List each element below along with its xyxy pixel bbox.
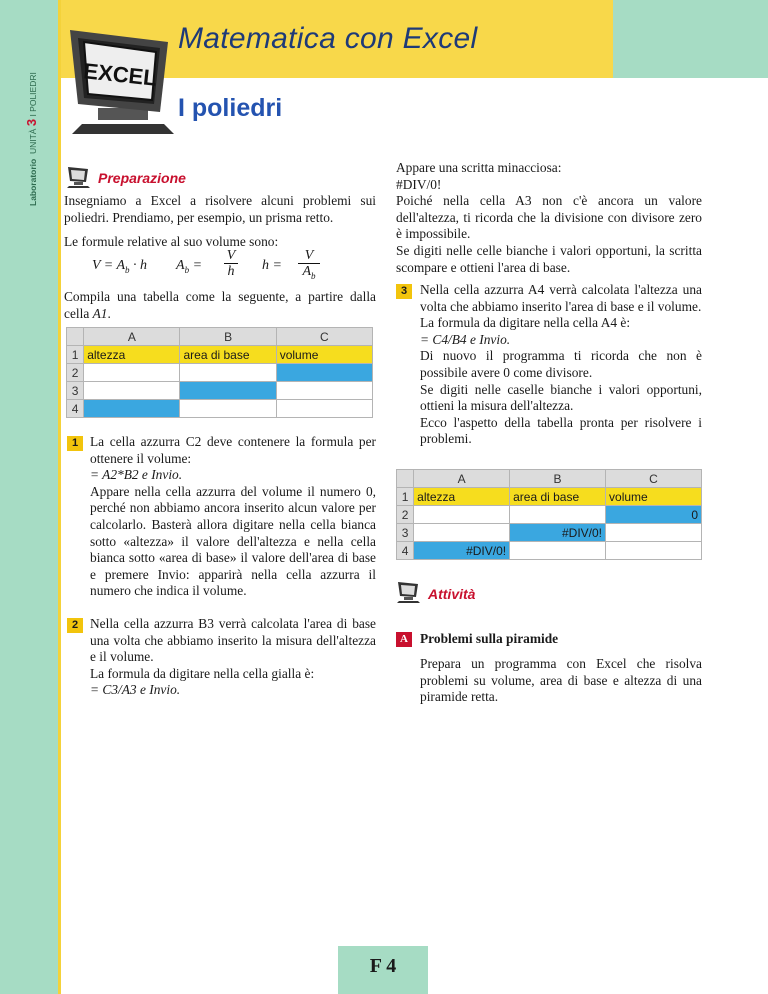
cell-c4[interactable] — [276, 400, 372, 418]
row-header: 2 — [397, 506, 414, 524]
intro-text: Insegniamo a Excel a risolvere alcuni problemi sui poliedri. Prendiamo, per esempio, un prisma retto. — [64, 193, 376, 225]
compile-text: Compila una tabella come la seguente, a partire dalla cella A1. — [64, 289, 376, 321]
row-header: 1 — [67, 346, 84, 364]
cell-a3[interactable] — [414, 524, 510, 542]
step3-formula: = C4/B4 e Invio. — [420, 331, 511, 347]
activity-text — [420, 656, 702, 706]
cell-b3[interactable]: #DIV/0! — [510, 524, 606, 542]
header-right-band — [613, 0, 768, 78]
cell-a4[interactable]: #DIV/0! — [414, 542, 510, 560]
formula-area-fraction: V h — [224, 248, 238, 280]
sheet-corner — [67, 328, 84, 346]
sheet-corner — [397, 470, 414, 488]
right-intro-line1: Appare una scritta minacciosa: — [396, 160, 562, 175]
page-title: Matematica con Excel — [178, 22, 478, 55]
column-header-c: C — [606, 470, 702, 488]
computer-icon — [66, 165, 92, 189]
cell-b4[interactable] — [180, 400, 276, 418]
row-header: 4 — [397, 542, 414, 560]
sidebar-vertical-label — [24, 72, 39, 206]
cell-b2[interactable] — [510, 506, 606, 524]
step3-line1: Di nuovo il programma ti ricorda che non è possibile avere 0 come divisore. — [420, 348, 702, 380]
formula-intro — [64, 234, 376, 251]
right-intro-error: #DIV/0! — [396, 176, 442, 192]
cell-a1[interactable]: altezza — [414, 488, 510, 506]
page-subtitle: I poliedri — [178, 94, 283, 122]
step-badge-1: 1 — [67, 436, 83, 451]
step2-formula: = C3/A3 e Invio. — [90, 682, 181, 698]
cell-c3[interactable] — [606, 524, 702, 542]
page-number: F 4 — [338, 946, 428, 994]
lab-label: Laboratorio — [28, 158, 38, 206]
step-badge-2: 2 — [67, 618, 83, 633]
cell-a3[interactable] — [84, 382, 180, 400]
formula-intro-text: Le formule relative al suo volume sono: — [64, 234, 279, 249]
formula-height: h = — [262, 258, 282, 273]
activity-description: Prepara un programma con Excel che risolva problemi su volume, area di base e altezza di una piramide retta. — [420, 656, 702, 705]
step3-line3: Ecco l'aspetto della tabella pronta per risolvere i problemi. — [420, 414, 702, 447]
cell-b4[interactable] — [510, 542, 606, 560]
step-badge-3: 3 — [396, 284, 412, 299]
unit-topic: I POLIEDRI — [28, 72, 38, 117]
formula-area: $A_b$ = — [176, 258, 203, 275]
preparazione-heading: Preparazione — [98, 170, 186, 186]
spreadsheet-empty — [66, 327, 373, 418]
cell-c2[interactable]: 0 — [606, 506, 702, 524]
right-intro-line3: Poiché nella cella A3 non c'è ancora un valore dell'altezza, ti ricorda che la divisione con divisore zero è impossibile. — [396, 193, 702, 242]
right-intro — [396, 160, 702, 276]
unit-number: 3 — [24, 118, 39, 127]
right-intro-line4: Se digiti nelle celle bianche i valori opportuni, la scritta scompare e ottieni l'area di base. — [396, 242, 702, 275]
activity-badge-a: A — [396, 632, 412, 647]
formula-volume: $V = A_b \cdot h$ — [92, 258, 148, 275]
cell-a2[interactable] — [414, 506, 510, 524]
cell-b2[interactable] — [180, 364, 276, 382]
activity-title: Problemi sulla piramide — [420, 631, 559, 646]
cell-c1[interactable]: volume — [276, 346, 372, 364]
step2-text — [90, 616, 376, 699]
cell-c3[interactable] — [276, 382, 372, 400]
formula-height-fraction: V $A_b$ — [298, 248, 320, 284]
column-header-c: C — [276, 328, 372, 346]
step3-line2: Se digiti nelle caselle bianche i valori opportuni, ottieni la misura dell'altezza. — [420, 381, 702, 414]
row-header: 4 — [67, 400, 84, 418]
attivita-heading: Attività — [428, 586, 476, 602]
excel-computer-logo-icon — [64, 20, 182, 138]
spreadsheet-complete — [396, 469, 702, 560]
column-header-b: B — [510, 470, 606, 488]
step1-formula: = A2*B2 e Invio. — [90, 467, 183, 483]
step1-body: Appare nella cella azzurra del volume il numero 0, perché non abbiamo ancora inserito alcun valore per calcolarlo. Basterà allora digitare nella cella bianca sotto «altezza» il valore dell'altezza e nella cella bianca sotto «area di base» il valore dell'area di base e premere Invio: apparirà nella cella azzurra il numero che indica il volume. — [90, 483, 376, 599]
svg-text:EXCEL: EXCEL — [82, 58, 158, 91]
cell-a1[interactable]: altezza — [84, 346, 180, 364]
row-header: 3 — [67, 382, 84, 400]
preparazione-intro — [64, 193, 376, 226]
row-header: 1 — [397, 488, 414, 506]
cell-c2[interactable] — [276, 364, 372, 382]
step2-instruction: Nella cella azzurra B3 verrà calcolata l'area di base una volta che abbiamo inserito la misura dell'altezza e il volume. — [90, 616, 376, 665]
column-header-a: A — [414, 470, 510, 488]
cell-a2[interactable] — [84, 364, 180, 382]
column-header-a: A — [84, 328, 180, 346]
step3-formula-intro: La formula da digitare nella cella A4 è: — [420, 315, 631, 331]
unit-word: UNITÀ — [28, 128, 38, 155]
step3-text — [420, 282, 702, 448]
row-header: 2 — [67, 364, 84, 382]
step1-instruction: La cella azzurra C2 deve contenere la formula per ottenere il volume: — [90, 434, 376, 466]
cell-a4[interactable] — [84, 400, 180, 418]
cell-c1[interactable]: volume — [606, 488, 702, 506]
cell-b1[interactable]: area di base — [180, 346, 276, 364]
cell-b3[interactable] — [180, 382, 276, 400]
column-header-b: B — [180, 328, 276, 346]
row-header: 3 — [397, 524, 414, 542]
cell-b1[interactable]: area di base — [510, 488, 606, 506]
cell-c4[interactable] — [606, 542, 702, 560]
step3-instruction: Nella cella azzurra A4 verrà calcolata l'altezza una volta che abbiamo inserito l'area di base e il volume. — [420, 282, 702, 314]
step1-text — [90, 434, 376, 600]
step2-formula-intro: La formula da digitare nella cella gialla è: — [90, 665, 315, 681]
sidebar-border — [58, 0, 61, 994]
computer-icon — [396, 580, 422, 604]
